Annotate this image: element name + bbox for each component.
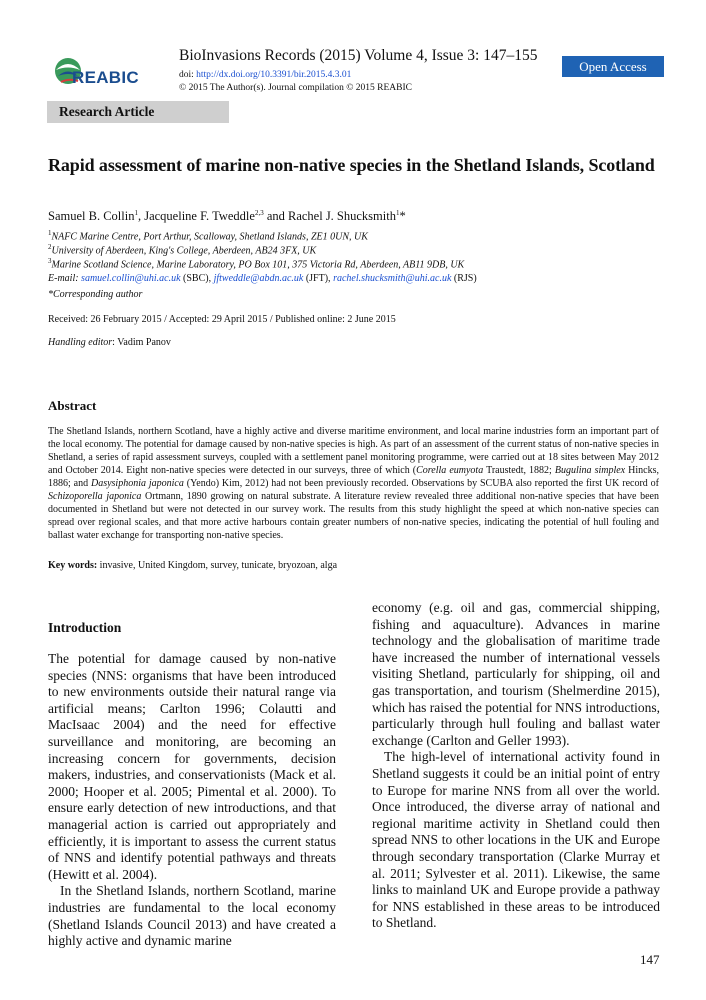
affiliation-text: University of Aberdeen, King's College, Aberdeen, AB24 3FX, UK (51, 245, 317, 257)
logo-text: REABIC (72, 68, 139, 87)
affiliation-1 (48, 229, 368, 242)
keywords-line (48, 560, 337, 571)
abstract-body (48, 425, 659, 542)
body-paragraph: economy (e.g. oil and gas, commercial shipping, fishing and aquaculture). Advances in marine technology and the globalisation of maritime trade have increased the number of international vessels visiting Shetland, particularly for shipping, oil and gas transportation, and tourism (Shelmerdine 2015), which has raised the potential for NNS introductions, particularly through hull fouling and ballast water exchange (Carlton and Geller 1993). (372, 600, 660, 748)
abstract-text: The Shetland Islands, northern Scotland, have a highly active and diverse maritime environment, and local marine industries form an important part of the local economy. The potential for damage caused by non-native species is high. As part of an assessment of the current status of non-native species in Shetland, a series of rapid assessment surveys, coupled with a settlement panel monitoring programme, were carried out at 18 sites between May 2012 and October 2014. Eight non-native species were detected in our surveys, three of which ( (48, 426, 659, 476)
email-initials: (SBC), (180, 273, 214, 284)
email-line (48, 273, 477, 284)
email-initials: (RJS) (451, 273, 477, 284)
author-name: , Jacqueline F. Tweddle (137, 209, 255, 224)
doi-link[interactable]: http://dx.doi.org/10.3391/bir.2015.4.3.01 (196, 70, 352, 80)
body-paragraph: The high-level of international activity found in Shetland suggests it could be an initial point of entry to Europe for marine NNS from all over the world. Once introduced, the diverse array of national and regional maritime activity in Shetland could then spread NNS to other locations in the UK and Europe through secondary transportation (Clarke Murray et al. 2011; Sylvester et al. 2011). Likewise, the same links to mainland UK and Europe provide a pathway for NNS established in these areas to be introduced to Shetland. (372, 749, 660, 931)
abstract-text: Ortmann, 1890 growing on natural substrate. A literature review revealed three additional non-native species that have been documented in Shetland but were not detected in our survey work. The results from this study highlight the speed at which non-native species can spread over regional scales, and that more active harbours contain greater numbers of non-native species, indicating the potential of hull fouling and ballast water exchange for transporting non-native species. (48, 491, 659, 541)
species-name: Bugulina simplex (554, 465, 626, 476)
keywords-label: Key words: (48, 560, 98, 571)
species-name: Dasysiphonia japonica (90, 478, 184, 489)
handling-editor (48, 337, 171, 348)
left-column (48, 651, 336, 950)
editor-label: Handling editor (48, 337, 113, 348)
body-paragraph: The potential for damage caused by non-native species (NNS: organisms that have been introduced to new environments outside their natural range via artificial means; Carlton 1996; Colautti and MacIsaac 2004) and the need for effective surveillance and monitoring, are becoming an increasing concern for governments, decision makers, industries, and conservationists (Mack et al. 2000; Hooper et al. 2005; Pimental et al. 2000). To ensure early detection of new introductions, and that managerial action is carried out appropriately and efficiently, it is important to assess the current status of NNS and identify potential pathways and threats (Hewitt et al. 2004). (48, 651, 336, 882)
abstract-heading: Abstract (48, 398, 97, 413)
species-name: Corella eumyota (416, 465, 484, 476)
publication-dates: Received: 26 February 2015 / Accepted: 29 April 2015 / Published online: 2 June 2015 (48, 314, 396, 325)
article-title: Rapid assessment of marine non-native species in the Shetland Islands, Scotland (48, 155, 655, 175)
author-affil-sup: 1 (395, 209, 400, 217)
doi-label: doi: (179, 70, 194, 80)
copyright-line: © 2015 The Author(s). Journal compilation © 2015 REABIC (179, 83, 413, 93)
author-name: and Rachel J. Shucksmith (263, 209, 396, 224)
right-column (372, 600, 660, 932)
introduction-heading: Introduction (48, 620, 122, 635)
email-link[interactable]: rachel.shucksmith@uhi.ac.uk (333, 273, 452, 284)
affiliation-number: 1 (48, 229, 52, 237)
editor-name: : Vadim Panov (112, 337, 171, 348)
species-name: Schizoporella japonica (48, 491, 142, 502)
reabic-logo (52, 54, 148, 94)
affiliation-text: NAFC Marine Centre, Port Arthur, Scalloway, Shetland Islands, ZE1 0UN, UK (51, 231, 368, 243)
affiliation-3 (48, 257, 464, 270)
author-name: Samuel B. Collin (48, 209, 135, 224)
body-paragraph: In the Shetland Islands, northern Scotland, marine industries are fundamental to the local economy (Shetland Islands Council 2013) and have created a highly active and dynamic marine (48, 883, 336, 949)
email-link[interactable]: jftweddle@abdn.ac.uk (213, 273, 304, 284)
affiliation-text: Marine Scotland Science, Marine Laboratory, PO Box 101, 375 Victoria Rd, Aberdeen, AB11 9DB, UK (51, 259, 465, 271)
doi-line (179, 70, 351, 80)
affiliation-2 (48, 243, 316, 256)
abstract-text: Traustedt, 1882; (483, 465, 555, 476)
author-affil-sup: 2,3 (254, 209, 264, 217)
corresponding-author-note: *Corresponding author (48, 289, 143, 300)
open-access-badge: Open Access (562, 56, 664, 77)
article-type-label: Research Article (47, 101, 229, 123)
email-label: E-mail: (48, 273, 79, 284)
email-link[interactable]: samuel.collin@uhi.ac.uk (81, 273, 181, 284)
journal-citation: BioInvasions Records (2015) Volume 4, Issue 3: 147–155 (179, 47, 538, 64)
abstract-text: (Yendo) Kim, 2012) had not been previously recorded. Observations by SCUBA also reported the first UK record of (183, 478, 659, 489)
affiliation-number: 2 (48, 243, 52, 251)
abstract-text: Hincks, 1886; and (48, 465, 660, 489)
author-list (48, 209, 406, 224)
page-number: 147 (640, 952, 660, 967)
affiliation-number: 3 (48, 257, 52, 265)
author-affil-sup: 1 (134, 209, 138, 217)
keywords-text: invasive, United Kingdom, survey, tunicate, bryozoan, alga (97, 560, 338, 571)
corresponding-star: * (399, 209, 406, 224)
email-initials: (JFT), (303, 273, 334, 284)
